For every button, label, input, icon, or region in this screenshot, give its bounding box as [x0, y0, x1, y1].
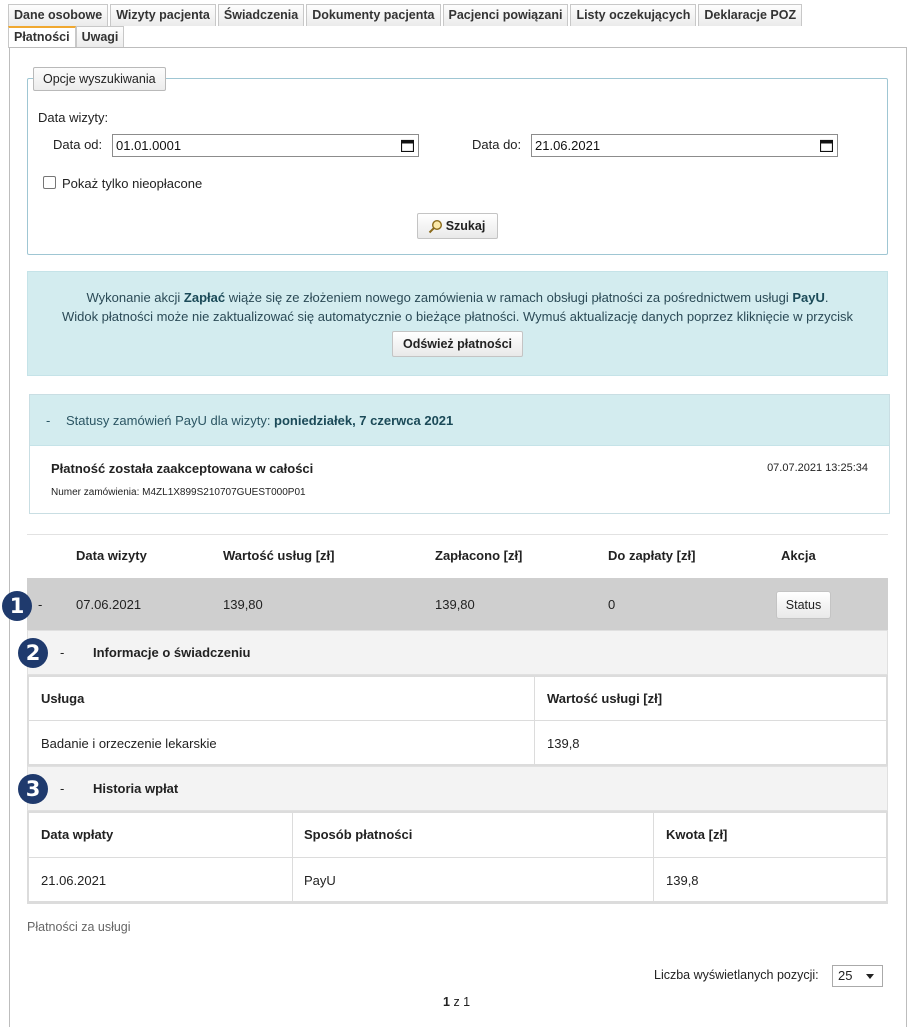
col-visit-date: Data wizyty — [76, 548, 147, 563]
divider — [27, 534, 888, 535]
payment-amount: 139,8 — [666, 873, 699, 888]
callout-badge-2: 2 — [18, 638, 48, 668]
date-to-value: 21.06.2021 — [535, 138, 601, 153]
col-service-value: Wartość usługi [zł] — [547, 691, 663, 706]
chevron-down-icon — [866, 974, 874, 979]
unpaid-only-checkbox[interactable] — [43, 176, 56, 189]
page-size-label: Liczba wyświetlanych pozycji: — [654, 968, 819, 982]
divider — [653, 813, 654, 901]
collapse-toggle[interactable]: - — [60, 645, 65, 660]
tabs-row-1 — [8, 4, 804, 26]
collapse-toggle[interactable]: - — [46, 413, 51, 428]
payu-status-header[interactable]: - Statusy zamówień PayU dla wizyty: poniedziałek, 7 czerwca 2021 — [30, 395, 889, 446]
tab-dokumenty-pacjenta[interactable]: Dokumenty pacjenta — [306, 4, 440, 26]
collapse-toggle[interactable]: - — [60, 781, 65, 796]
tab-swiadczenia[interactable]: Świadczenia — [218, 4, 304, 26]
date-to-input[interactable] — [531, 134, 838, 157]
refresh-payments-button[interactable]: Odśwież płatności — [392, 331, 523, 357]
search-button[interactable] — [417, 213, 498, 239]
row-visit-date: 07.06.2021 — [76, 597, 142, 612]
col-payment-method: Sposób płatności — [304, 827, 413, 842]
table-caption: Płatności za usługi — [27, 920, 131, 934]
service-name: Badanie i orzeczenie lekarskie — [41, 736, 217, 751]
info-line-1: Wykonanie akcji Zapłać wiąże się ze złożeniem nowego zamówienia w ramach obsługi płatności za pośrednictwem usługi PayU. — [86, 290, 829, 305]
tab-wizyty-pacjenta[interactable]: Wizyty pacjenta — [110, 4, 216, 26]
tab-platnosci[interactable]: Płatności — [8, 26, 76, 48]
col-service: Usługa — [41, 691, 85, 706]
payment-history-header[interactable] — [27, 766, 888, 811]
payment-method: PayU — [304, 873, 336, 888]
col-services-value: Wartość usług [zł] — [223, 548, 335, 563]
unpaid-only-label[interactable]: Pokaż tylko nieopłacone — [62, 176, 203, 191]
divider — [29, 857, 886, 858]
col-due: Do zapłaty [zł] — [608, 548, 696, 563]
magnifier-icon — [428, 219, 443, 234]
payment-history-title: Historia wpłat — [93, 781, 179, 796]
table-row[interactable] — [27, 578, 888, 630]
payment-history-table — [27, 811, 888, 904]
status-button[interactable]: Status — [776, 591, 831, 619]
service-value: 139,8 — [547, 736, 580, 751]
calendar-icon[interactable] — [820, 139, 833, 152]
order-number: Numer zamówienia: M4ZL1X899S210707GUEST000P01 — [51, 487, 306, 498]
calendar-icon[interactable] — [401, 139, 414, 152]
visit-date-label: Data wizyty: — [38, 110, 109, 125]
row-services-value: 139,80 — [223, 597, 263, 612]
search-button-label: Szukaj — [445, 219, 486, 233]
tab-deklaracje-poz[interactable]: Deklaracje POZ — [698, 4, 802, 26]
page-size-value: 25 — [838, 968, 853, 983]
tab-uwagi[interactable]: Uwagi — [76, 26, 125, 48]
page-size-select[interactable] — [832, 965, 883, 987]
tab-dane-osobowe[interactable]: Dane osobowe — [8, 4, 108, 26]
row-paid: 139,80 — [435, 597, 475, 612]
search-options-legend: Opcje wyszukiwania — [33, 67, 166, 91]
payment-date: 21.06.2021 — [41, 873, 107, 888]
date-to-label: Data do: — [472, 137, 522, 152]
col-paid: Zapłacono [zł] — [435, 548, 523, 563]
col-amount: Kwota [zł] — [666, 827, 728, 842]
col-action: Akcja — [781, 548, 816, 563]
service-info-title: Informacje o świadczeniu — [93, 645, 251, 660]
tabs-row-2 — [8, 26, 126, 48]
payu-status-panel — [29, 394, 890, 514]
info-line-2: Widok płatności może nie zaktualizować się automatycznie o bieżące płatności. Wymuś aktualizację danych poprzez kliknięcie w przycisk — [61, 309, 854, 324]
row-collapse-toggle[interactable]: - — [38, 597, 43, 612]
pagination-info: 1 z 1 — [443, 995, 471, 1009]
divider — [29, 720, 886, 721]
date-from-label: Data od: — [53, 137, 103, 152]
row-due: 0 — [608, 597, 616, 612]
payment-status-timestamp: 07.07.2021 13:25:34 — [767, 462, 868, 474]
tab-listy-oczekujacych[interactable]: Listy oczekujących — [570, 4, 696, 26]
col-payment-date: Data wpłaty — [41, 827, 114, 842]
service-info-header[interactable] — [27, 630, 888, 675]
payment-status-title: Płatność została zaakceptowana w całości — [51, 461, 314, 476]
date-from-input[interactable] — [112, 134, 419, 157]
divider — [534, 677, 535, 764]
payu-info-box — [27, 271, 888, 376]
service-info-table — [27, 675, 888, 766]
divider — [292, 813, 293, 901]
tab-pacjenci-powiazani[interactable]: Pacjenci powiązani — [443, 4, 569, 26]
callout-badge-3: 3 — [18, 774, 48, 804]
date-from-value: 01.01.0001 — [116, 138, 182, 153]
callout-badge-1: 1 — [2, 591, 32, 621]
